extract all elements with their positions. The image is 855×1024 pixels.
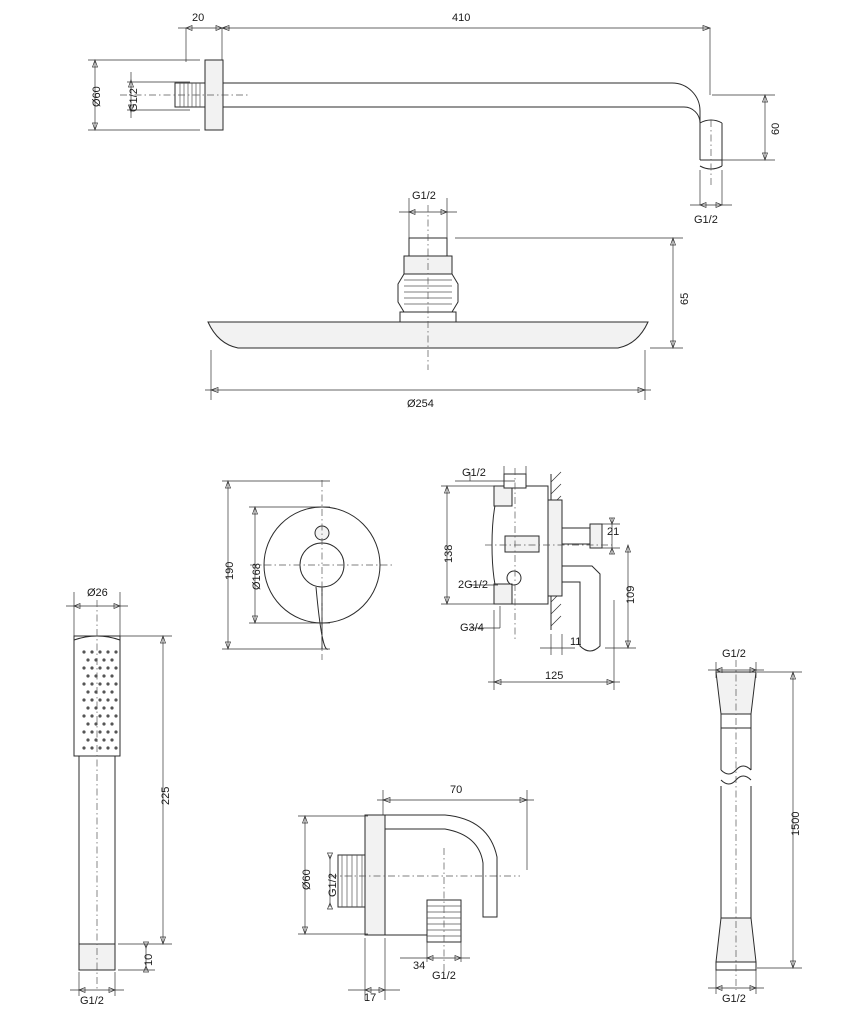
dim-hand-10: 10 [143,953,155,966]
dim-hose-1500: 1500 [790,811,802,836]
dim-arm-g12-left: G1/2 [128,88,140,112]
dim-arm-60: 60 [770,122,782,135]
dim-elbow-17: 17 [364,992,377,1004]
dim-mixer-138: 138 [443,544,455,563]
dim-mixer-21: 21 [607,526,620,538]
dim-mixer-g34: G3/4 [460,622,484,634]
dim-arm-d60: Ø60 [91,86,103,107]
dim-hose-g12-bottom: G1/2 [722,993,746,1005]
dim-elbow-34: 34 [413,960,426,972]
dim-head-d254: Ø254 [407,398,434,410]
dim-mixer-109: 109 [625,585,637,604]
dim-elbow-g12-bottom: G1/2 [432,970,456,982]
dim-head-65: 65 [679,292,691,305]
dim-hand-225: 225 [160,786,172,805]
dim-hose-g12-top: G1/2 [722,648,746,660]
dim-elbow-70: 70 [450,784,463,796]
mixer-front-geometry [222,480,395,660]
dim-hand-g12: G1/2 [80,995,104,1007]
mixer-side-geometry [441,466,636,690]
hand-shower-geometry [66,592,172,996]
shower-head-geometry [205,198,683,400]
shower-arm-geometry [88,26,775,208]
dim-arm-20: 20 [192,12,205,24]
dim-elbow-g12-left: G1/2 [327,873,339,897]
dim-mixer-g12-top: G1/2 [462,467,486,479]
dim-arm-410: 410 [452,12,471,24]
dim-mixer-190: 190 [224,561,236,580]
dim-hand-d26: Ø26 [87,587,108,599]
dim-mixer-125: 125 [545,670,564,682]
dim-elbow-d60: Ø60 [301,869,313,890]
shower-hose-geometry [708,660,802,994]
dim-head-g12: G1/2 [412,190,436,202]
dim-mixer-11: 11 [570,636,582,648]
dim-arm-g12-bottom: G1/2 [694,214,718,226]
dim-mixer-2g12: 2G1/2 [458,579,488,591]
dim-mixer-d168: Ø168 [251,563,263,590]
